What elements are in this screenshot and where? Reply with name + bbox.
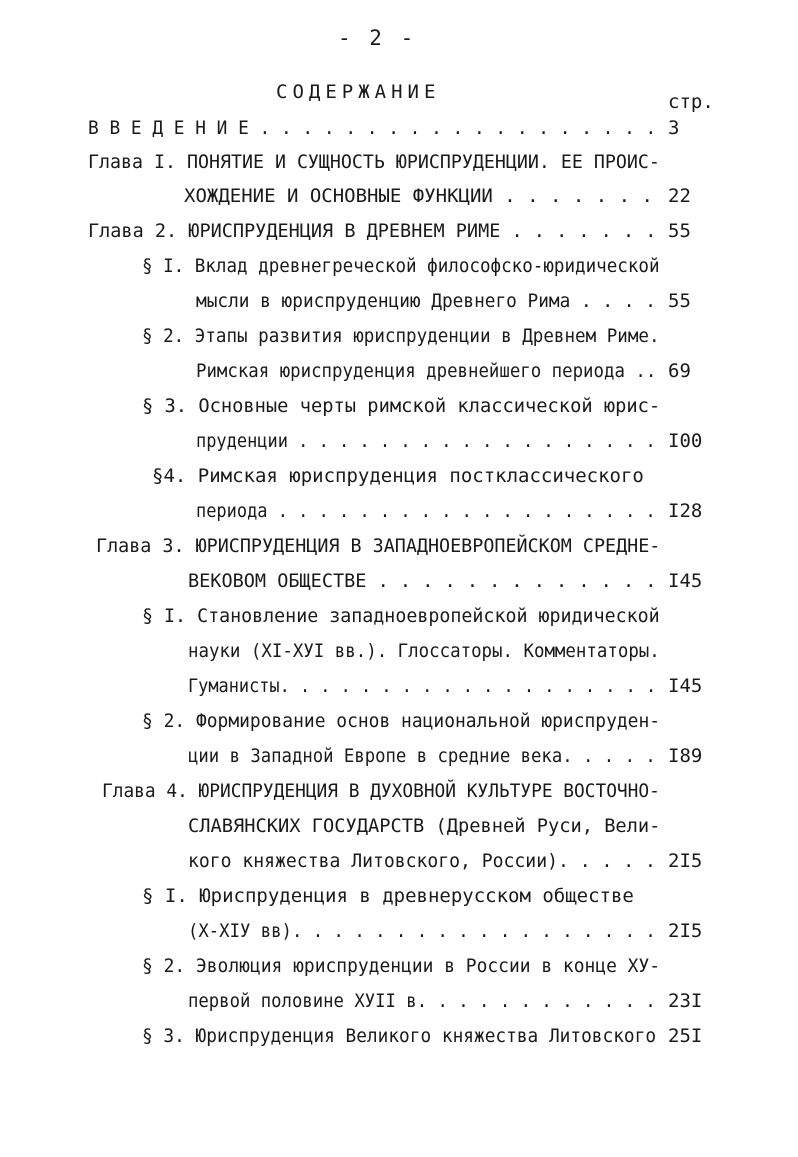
toc-entry-text: пруденции . . . . . . . . . . . . . . . . . .: [196, 430, 656, 452]
toc-entry-text: науки (XI-XУI вв.). Глоссаторы. Комментаторы.: [188, 640, 660, 662]
toc-entry-text: § 2. Этапы развития юриспруденции в Древнем Риме.: [142, 325, 660, 347]
toc-entry-page: 23I: [668, 990, 703, 1012]
toc-entry-text: § 3. Основные черты римской классической юрис-: [142, 395, 661, 417]
toc-entry-text: § I. Становление западноевропейской юридической: [142, 605, 660, 627]
toc-entry-text: ХОЖДЕНИЕ И ОСНОВНЫЕ ФУНКЦИИ . . . . . . .: [184, 185, 653, 207]
page-title: СОДЕРЖАНИЕ: [276, 81, 441, 103]
toc-entry-text: Глава I. ПОНЯТИЕ И СУЩНОСТЬ ЮРИСПРУДЕНЦИИ. ЕЕ ПРОИС-: [88, 151, 660, 173]
toc-entry-page: I00: [668, 430, 703, 452]
toc-entry-page: 25I: [668, 1025, 703, 1047]
toc-entry-text: СЛАВЯНСКИХ ГОСУДАРСТВ (Древней Руси, Вели-: [188, 815, 661, 837]
toc-entry-text: Глава 2. ЮРИСПРУДЕНЦИЯ В ДРЕВНЕМ РИМЕ . . . . . . .: [88, 220, 657, 242]
toc-entry-text: §4. Римская юриспруденция постклассического: [152, 465, 644, 487]
toc-entry-text: кого княжества Литовского, России). . . . .: [188, 850, 656, 872]
toc-entry-text: Глава 3. ЮРИСПРУДЕНЦИЯ В ЗАПАДНОЕВРОПЕЙСКОМ СРЕДНЕ-: [96, 535, 661, 557]
toc-entry-text: (X-XIУ вв). . . . . . . . . . . . . . . . . .: [188, 920, 656, 942]
toc-entry-page: 55: [668, 220, 691, 242]
toc-entry-page: I28: [668, 500, 703, 522]
toc-entry-text: § 2. Эволюция юриспруденции в России в конце XУ-: [142, 955, 661, 977]
toc-entry-text: Римская юриспруденция древнейшего периода ..: [196, 360, 657, 382]
toc-entry-text: ВЕКОВОМ ОБЩЕСТВЕ . . . . . . . . . . . . .: [188, 570, 657, 592]
toc-entry-text: Гуманисты. . . . . . . . . . . . . . . . . . .: [188, 675, 657, 697]
toc-entry-page: I45: [668, 675, 703, 697]
toc-entry-text: периода . . . . . . . . . . . . . . . . . . .: [196, 500, 656, 522]
toc-entry-page: 2I5: [668, 850, 703, 872]
toc-entry-page: 3: [668, 117, 680, 139]
toc-entry-text: ции в Западной Европе в средние века. . . . .: [188, 745, 656, 767]
toc-entry-page: 2I5: [668, 920, 703, 942]
page-number: - 2 -: [338, 26, 417, 50]
toc-entry-page: 55: [668, 290, 691, 312]
toc-entry-page: I45: [668, 570, 703, 592]
toc-entry-page: 69: [668, 360, 691, 382]
toc-entry-text: первой половине XУII в. . . . . . . . . . . .: [188, 990, 656, 1012]
toc-entry-page: I89: [668, 745, 703, 767]
toc-entry-page: 22: [668, 185, 691, 207]
toc-entry-text: В В Е Д Е Н И Е . . . . . . . . . . . . . . . . . . .: [88, 117, 657, 139]
toc-entry-text: мысли в юриспруденцию Древнего Рима . . . .: [196, 290, 656, 312]
toc-entry-text: § I. Юриспруденция в древнерусском обществе: [142, 885, 634, 907]
toc-entry-text: § 2. Формирование основ национальной юриспруден-: [142, 710, 661, 732]
page-column-label: стр.: [668, 91, 714, 113]
toc-entry-text: § I. Вклад древнегреческой философско-юридической: [142, 255, 660, 277]
toc-entry-text: § 3. Юриспруденция Великого княжества Литовского: [142, 1025, 657, 1047]
toc-entry-text: Глава 4. ЮРИСПРУДЕНЦИЯ В ДУХОВНОЙ КУЛЬТУРЕ ВОСТОЧНО-: [102, 780, 660, 802]
